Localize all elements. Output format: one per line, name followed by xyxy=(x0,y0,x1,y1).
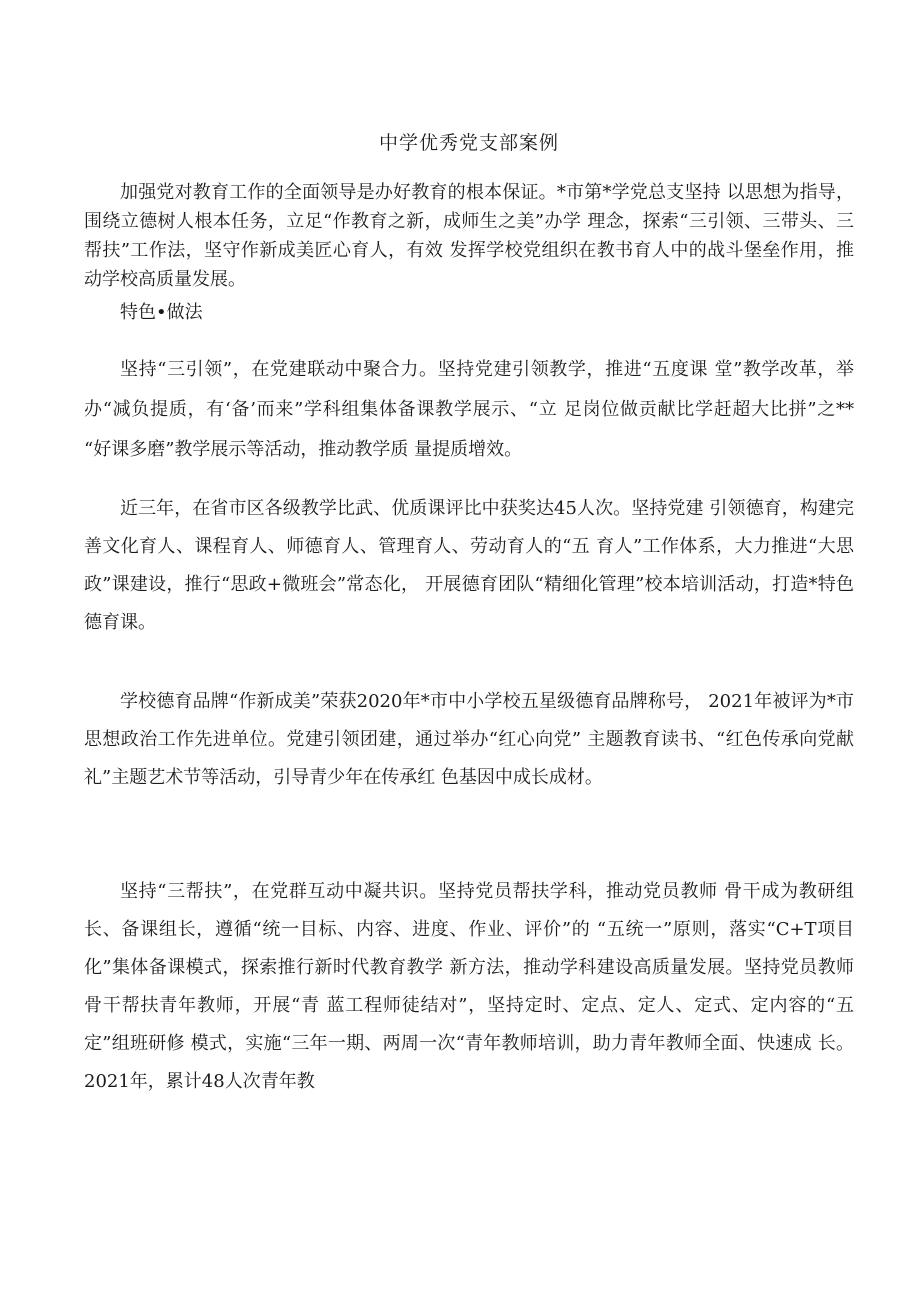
paragraph-brand-honors: 学校德育品牌“作新成美”荣获2020年*市中小学校五星级德育品牌称号， 2021年被评为*市思想政治工作先进单位。党建引领团建，通过举办“红心向党” 主题教育读书、“红色传承向党献礼”主题艺术节等活动，引导青少年在传承红 色基因中成长成材。 xyxy=(84,691,854,788)
paragraph-intro: 加强党对教育工作的全面领导是办好教育的根本保证。*市第*学党总支坚持 以思想为指导，围绕立德树人根本任务，立足“作教育之新，成师生之美”办学 理念，探索“三引领、三带头、三帮扶”工作法，坚守作新成美匠心育人，有效 发挥学校党组织在教书育人中的战斗堡垒作用，推动学校高质量发展。 xyxy=(84,182,854,290)
section-heading: 特色•做法 xyxy=(120,302,203,323)
page-title: 中学优秀党支部案例 xyxy=(378,132,559,154)
paragraph-moral-education: 近三年，在省市区各级教学比武、优质课评比中获奖达45人次。坚持党建 引领德育，构建完善文化育人、课程育人、师德育人、管理育人、劳动育人的“五 育人”工作体系，大力推进“大思政”课建设，推行“思政+微班会”常态化， 开展德育团队“精细化管理”校本培训活动，打造*特色德育课。 xyxy=(84,498,854,633)
paragraph-three-leads: 坚持“三引领”，在党建联动中聚合力。坚持党建引领教学，推进“五度课 堂”教学改革，举办“减负提质，有‘备’而来”学科组集体备课教学展示、“立 足岗位做贡献比学赶超大比拼”之** “好课多磨”教学展示等活动，推动教学质 量提质增效。 xyxy=(84,359,854,460)
paragraph-three-helps: 坚持“三帮扶”，在党群互动中凝共识。坚持党员帮扶学科，推动党员教师 骨干成为教研组长、备课组长，遵循“统一目标、内容、进度、作业、评价”的 “五统一”原则，落实“C+T项目化”集体备课模式，探索推行新时代教育教学 新方法，推动学科建设高质量发展。坚持党员教师骨干帮扶青年教师，开展“青 蓝工程师徒结对”，坚持定时、定点、定人、定式、定内容的“五定”组班研修 模式，实施“三年一期、两周一次“青年教师培训，助力青年教师全面、快速成 长。2021年，累计48人次青年教 xyxy=(84,881,854,1092)
